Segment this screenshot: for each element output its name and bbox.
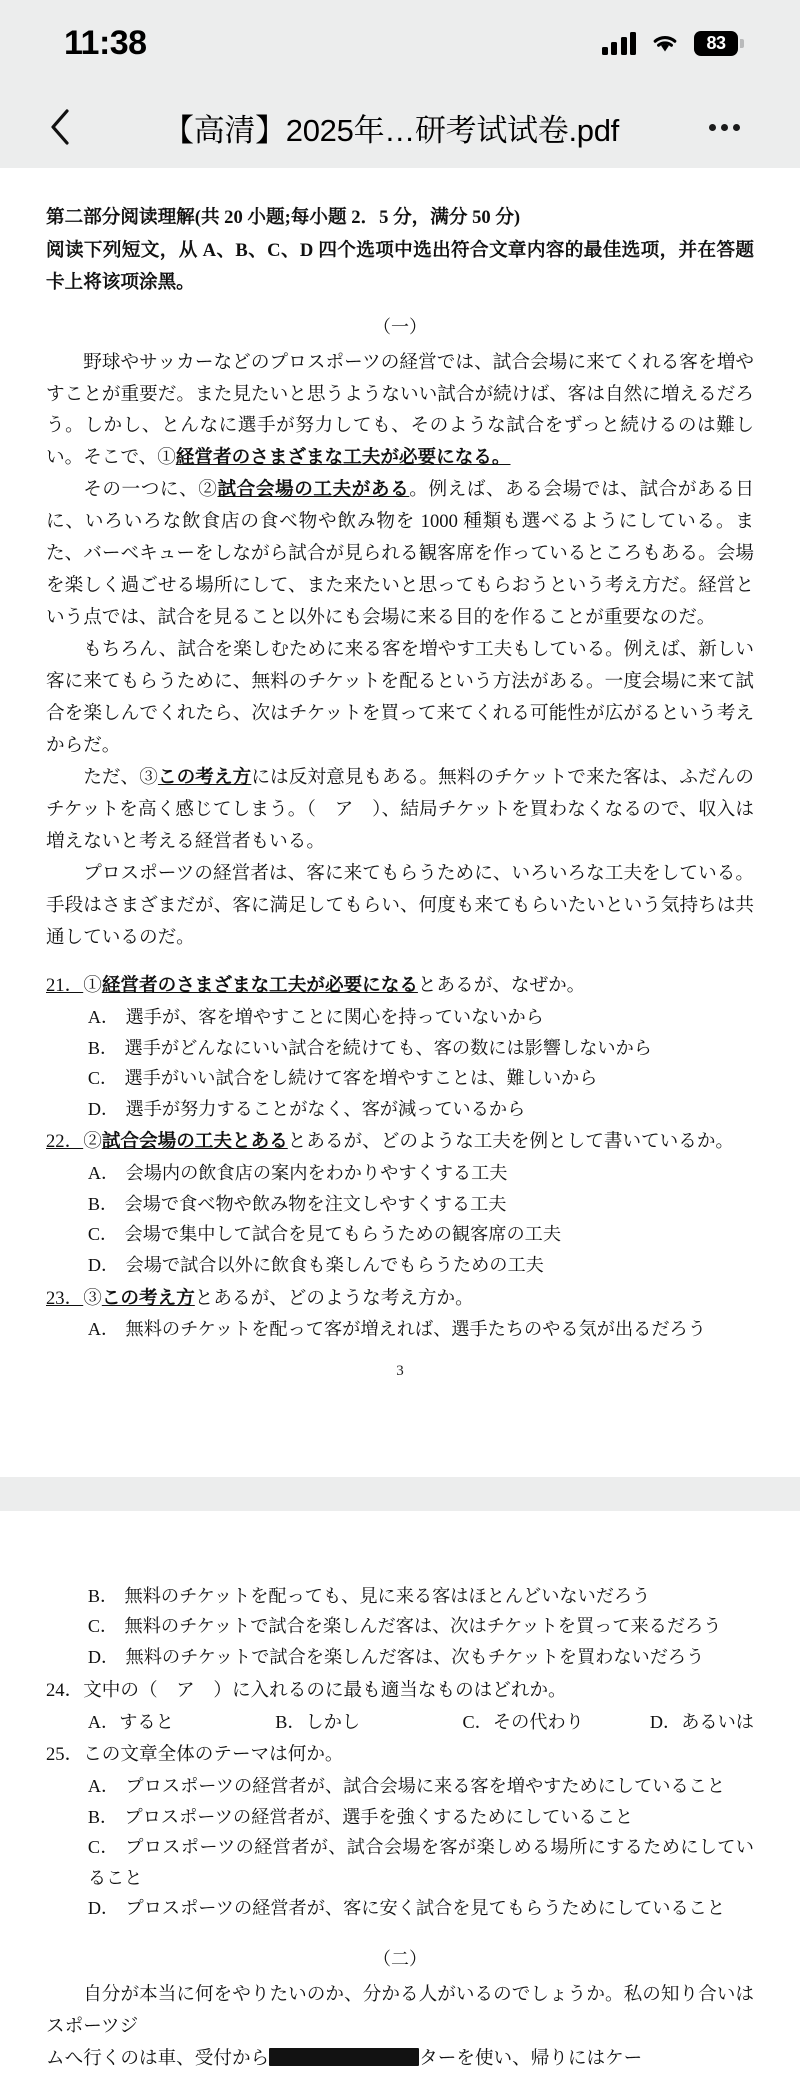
- question-stem: 文中の（ ア ）に入れるのに最も適当なものはどれか。: [83, 1679, 567, 1701]
- redaction-bar: [269, 2048, 419, 2066]
- question-number: 24．: [46, 1679, 84, 1701]
- option-row[interactable]: [46, 1063, 754, 1094]
- section-heading: 第二部分阅读理解(共 20 小题;每小题 2．5 分，满分 50 分): [46, 207, 521, 228]
- option-label: D．: [649, 1711, 682, 1732]
- navigation-bar: [0, 86, 800, 168]
- battery-level-label: 83: [706, 32, 726, 53]
- question-underline: 経営者のさまざまな工夫が必要になる: [101, 974, 418, 996]
- inline-option: [650, 1707, 754, 1738]
- question-number: 23．: [46, 1287, 84, 1309]
- option-label: A．: [87, 1319, 120, 1340]
- inline-options-row[interactable]: [46, 1707, 754, 1738]
- more-options-icon: [709, 124, 716, 131]
- question-25: [46, 1739, 754, 1771]
- option-row[interactable]: [46, 1611, 754, 1642]
- option-text: 無料のチケットを配っても、見に来る客はほとんどいないだろう: [124, 1585, 651, 1606]
- passage-label: （一）: [373, 316, 427, 337]
- option-row[interactable]: [46, 1219, 754, 1250]
- paragraph-text: ただ、③: [83, 767, 158, 789]
- paragraph-text: 。例えば、ある会場では、試合がある日に、いろいろな飲食店の食べ物や飲み物を 1000 種類も選べるようにしている。また、バーベキューをしながら試合が見られる観客席を作っているところもある。会場を楽しく過ごせる場所にして、また来たいと思ってもらおうという考え方だ。経営という点では、試合を見ること以外にも会場に来る目的を作ることが重要なのだ。: [46, 479, 754, 629]
- question-21: [46, 970, 754, 1002]
- paragraph-underline: 試合会場の工夫がある: [217, 479, 410, 501]
- question-tail: とあるが、なぜか。: [417, 974, 586, 996]
- option-row[interactable]: [46, 1033, 754, 1064]
- question-marker: ②: [83, 1131, 102, 1153]
- option-label: C．: [87, 1837, 119, 1858]
- option-text: プロスポーツの経営者が、試合会場に来る客を増やすためにしていること: [125, 1776, 726, 1797]
- pdf-viewer[interactable]: [0, 168, 800, 2069]
- back-button[interactable]: [38, 105, 82, 149]
- paragraph-text: ターを使い、帰りにはケー: [419, 2047, 643, 2069]
- option-row[interactable]: [46, 1581, 754, 1612]
- paragraph-text: 自分が本当に何をやりたいのか、分かる人がいるのでしょうか。私の知り合いはスポーツジ: [46, 1983, 754, 2037]
- option-text: 選手が、客を増やすことに関心を持っていないから: [125, 1006, 544, 1027]
- pdf-page-2: [0, 1511, 800, 2095]
- passage-paragraph: [46, 474, 754, 634]
- section-instruction: 阅读下列短文，从 A、B、C、D 四个选项中选出符合文章内容的最佳选项，并在答题卡上将该项涂黑。: [46, 239, 754, 294]
- option-row[interactable]: [46, 1893, 754, 1924]
- option-label: C．: [462, 1711, 493, 1732]
- option-text: 選手がどんなにいい試合を続けても、客の数には影響しないから: [124, 1037, 652, 1058]
- question-underline: 試合会場の工夫とある: [101, 1131, 288, 1153]
- option-label: C．: [87, 1616, 119, 1637]
- question-marker: ③: [83, 1287, 102, 1309]
- option-row[interactable]: [46, 1094, 754, 1125]
- status-bar: [0, 0, 800, 86]
- paragraph-underline: 経営者のさまざまな工夫が必要になる。: [175, 447, 511, 469]
- option-label: B．: [275, 1711, 306, 1732]
- pdf-page-1: [0, 168, 800, 1477]
- option-text: 会場で試合以外に飲食も楽しんでもらうための工夫: [125, 1254, 544, 1275]
- option-row[interactable]: [46, 1642, 754, 1673]
- page-1-content: [46, 202, 754, 1385]
- question-number: 25．: [46, 1744, 84, 1766]
- option-text: 無料のチケットを配って客が増えれば、選手たちのやる気が出るだろう: [125, 1319, 706, 1340]
- status-time: 11:38: [64, 23, 147, 62]
- paragraph-text: 野球やサッカーなどのプロスポーツの経営では、試合会場に来てくれる客を増やすことが重要だ。また見たいと思うようないい試合が続けば、客は自然に増えるだろう。しかし、とんなに選手が努力しても、そのような試合をずっと続けるのは難しい。そこで、①: [46, 351, 754, 469]
- option-row[interactable]: [46, 1002, 754, 1033]
- option-row[interactable]: [46, 1832, 754, 1893]
- option-label: A．: [87, 1711, 120, 1732]
- option-row[interactable]: [46, 1189, 754, 1220]
- cellular-signal-icon: [602, 31, 637, 55]
- option-text: プロスポーツの経営者が、試合会場を客が楽しめる場所にするためにしていること: [87, 1837, 754, 1888]
- option-text: 会場で集中して試合を見てもらうための観客席の工夫: [124, 1224, 562, 1245]
- paragraph-text: ムへ行くのは車、受付から: [46, 2047, 270, 2069]
- question-underline: この考え方: [101, 1287, 195, 1309]
- page-separator: [0, 1477, 800, 1511]
- option-text: すると: [119, 1711, 174, 1732]
- option-label: D．: [87, 1647, 120, 1668]
- option-text: プロスポーツの経営者が、選手を強くするためにしていること: [124, 1806, 634, 1827]
- option-label: D．: [87, 1098, 120, 1119]
- option-text: 選手が努力することがなく、客が減っているから: [125, 1098, 526, 1119]
- option-text: 会場で食べ物や飲み物を注文しやすくする工夫: [124, 1193, 507, 1214]
- inline-option: [463, 1707, 650, 1738]
- passage-paragraph: プロスポーツの経営者は、客に来てもらうために、いろいろな工夫をしている。手段はさまざまだが、客に満足してもらい、何度も来てもらいたいという気持ちは共通しているのだ。: [46, 863, 754, 948]
- option-label: D．: [87, 1254, 120, 1275]
- option-row[interactable]: [46, 1250, 754, 1281]
- question-marker: ①: [83, 974, 102, 996]
- question-stem: この文章全体のテーマは何か。: [83, 1744, 344, 1766]
- option-text: 会場内の飲食店の案内をわかりやすくする工夫: [125, 1163, 508, 1184]
- option-label: B．: [87, 1193, 119, 1214]
- question-number: 22．: [46, 1131, 84, 1153]
- question-24: [46, 1675, 754, 1707]
- paragraph-text: には反対意見もある。無料のチケットで来た客は、ふだんのチケットを高く感じてしまう。（ ア ）、結局チケットを買わなくなるので、収入は増えないと考える経営者もいる。: [46, 767, 754, 853]
- status-indicators: [602, 31, 739, 56]
- option-label: B．: [87, 1585, 119, 1606]
- option-text: しかし: [305, 1711, 361, 1732]
- chevron-left-icon: [48, 107, 72, 147]
- option-row[interactable]: [46, 1314, 754, 1345]
- option-text: 選手がいい試合をし続けて客を増やすことは、難しいから: [124, 1068, 598, 1089]
- option-row[interactable]: [46, 1771, 754, 1802]
- option-label: A．: [87, 1776, 120, 1797]
- passage-paragraph-redacted: [46, 2043, 754, 2075]
- option-label: D．: [87, 1898, 120, 1919]
- question-tail: とあるが、どのような工夫を例として書いているか。: [287, 1131, 735, 1153]
- option-label: B．: [87, 1037, 119, 1058]
- more-options-icon: [721, 124, 728, 131]
- battery-icon: [694, 31, 738, 56]
- option-text: あるいは: [681, 1711, 754, 1732]
- more-options-icon: [733, 124, 740, 131]
- question-number: 21．: [46, 974, 84, 996]
- option-label: B．: [87, 1806, 119, 1827]
- page-2-content: [46, 1581, 754, 2075]
- option-text: 無料のチケットで試合を楽しんだ客は、次はチケットを買って来るだろう: [124, 1616, 722, 1637]
- passage-label: （二）: [373, 1949, 427, 1969]
- passage-paragraph: [46, 347, 754, 475]
- option-label: A．: [87, 1006, 120, 1027]
- option-text: その代わり: [492, 1711, 584, 1732]
- option-row[interactable]: [46, 1802, 754, 1833]
- question-22: [46, 1126, 754, 1158]
- option-text: プロスポーツの経営者が、客に安く試合を見てもらうためにしていること: [125, 1898, 726, 1919]
- passage-paragraph: [46, 1979, 754, 2043]
- wifi-icon: [650, 31, 680, 55]
- option-text: 無料のチケットで試合を楽しんだ客は、次もチケットを買わないだろう: [125, 1647, 705, 1668]
- inline-option: [88, 1707, 275, 1738]
- option-label: A．: [87, 1163, 120, 1184]
- passage-paragraph: もちろん、試合を楽しむために来る客を増やす工夫もしている。例えば、新しい客に来てもらうために、無料のチケットを配るという方法がある。一度会場に来て試合を楽しんでくれたら、次はチケットを買って来てくれる可能性が広がるという考えからだ。: [46, 639, 754, 757]
- page-number: 3: [396, 1363, 404, 1380]
- option-row[interactable]: [46, 1158, 754, 1189]
- option-label: C．: [87, 1068, 119, 1089]
- paragraph-text: その一つに、②: [83, 479, 218, 501]
- question-23: [46, 1283, 754, 1315]
- option-label: C．: [87, 1224, 119, 1245]
- inline-option: [275, 1707, 462, 1738]
- page-title: 【高清】2025年…研考试试卷.pdf: [163, 112, 619, 148]
- passage-paragraph: [46, 762, 754, 858]
- spacer: [46, 954, 754, 968]
- more-options-button[interactable]: [700, 105, 748, 149]
- paragraph-underline: この考え方: [157, 767, 252, 789]
- question-tail: とあるが、どのような考え方か。: [194, 1287, 474, 1309]
